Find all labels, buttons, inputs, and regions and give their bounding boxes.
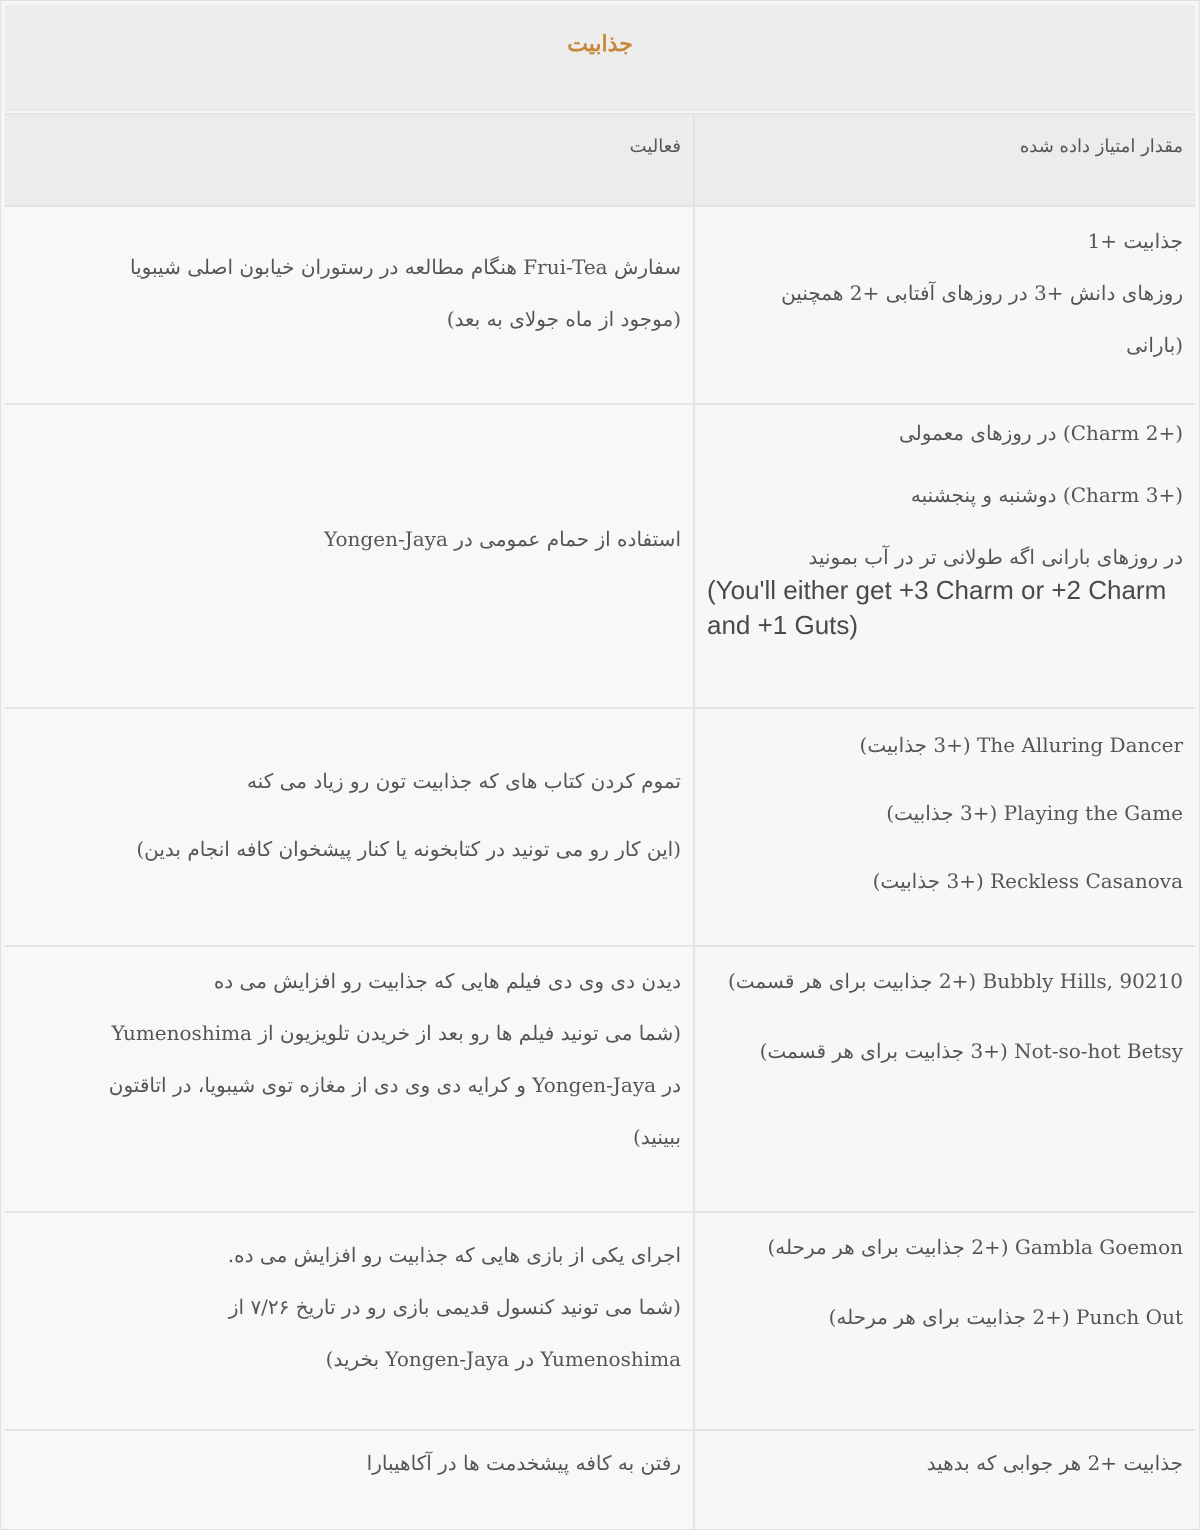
activity-line: رفتن به کافه پیشخدمت ها در آکاهیبارا (366, 1451, 681, 1475)
points-line: روزهای دانش +3 در روزهای آفتابی +2 همچنین (781, 281, 1183, 305)
points-line: Playing the Game (+3 جذابیت) (886, 801, 1183, 825)
table-title-row (5, 5, 1195, 111)
activity-line: تموم کردن کتاب های که جذابیت تون رو زیاد می کنه (246, 769, 681, 793)
activity-line: ببینید) (632, 1125, 681, 1149)
points-line: جذابیت +2 هر جوابی که بدهید (926, 1451, 1183, 1475)
activity-line: (موجود از ماه جولای به بعد) (446, 307, 681, 331)
points-line: (You'll either get +3 Charm or +2 Charm and +1 Guts) (707, 575, 1167, 641)
points-line: The Alluring Dancer (+3 جذابیت) (859, 733, 1183, 757)
table-row (5, 205, 1195, 403)
header-activity: فعالیت (5, 115, 693, 205)
activity-cell (5, 947, 693, 1211)
points-cell (693, 709, 1195, 945)
points-line: (بارانی (1126, 333, 1183, 357)
activity-line: Yumenoshima در Yongen-Jaya بخرید) (325, 1347, 681, 1371)
activity-cell (5, 709, 693, 945)
activity-line: استفاده از حمام عمومی در Yongen-Jaya (324, 527, 681, 551)
table-title: جذابیت (567, 31, 633, 57)
points-line: Not-so-hot Betsy (+3 جذابیت برای هر قسمت) (759, 1039, 1183, 1063)
table-row (5, 1211, 1195, 1429)
table-row (5, 945, 1195, 1211)
activity-cell (5, 1213, 693, 1429)
points-line: (+2 Charm) در روزهای معمولی (898, 421, 1183, 445)
points-cell (693, 1431, 1195, 1529)
activity-line: دیدن دی وی دی فیلم هایی که جذابیت رو افزایش می ده (213, 969, 681, 993)
points-line: Bubbly Hills, 90210 (+2 جذابیت برای هر قسمت) (727, 969, 1183, 993)
table-row (5, 707, 1195, 945)
activity-cell (5, 1431, 693, 1529)
points-cell (693, 1213, 1195, 1429)
points-line: در روزهای بارانی اگه طولانی تر در آب بمونید (808, 545, 1183, 569)
points-line: Gambla Goemon (+2 جذابیت برای هر مرحله) (767, 1235, 1183, 1259)
header-row (5, 113, 1195, 205)
activity-line: (شما می تونید کنسول قدیمی بازی رو در تاریخ ۷/۲۶ از (228, 1295, 681, 1319)
activity-line: (این کار رو می تونید در کتابخونه یا کنار پیشخوان کافه انجام بدین) (136, 837, 681, 861)
header-points: مقدار امتیاز داده شده (693, 115, 1195, 205)
activity-line: در Yongen-Jaya و کرایه دی وی دی از مغازه توی شیبویا، در اتاقتون (108, 1073, 681, 1097)
activity-line: اجرای یکی از بازی هایی که جذابیت رو افزایش می ده. (227, 1243, 681, 1267)
activity-cell (5, 405, 693, 707)
points-line: Punch Out (+2 جذابیت برای هر مرحله) (828, 1305, 1183, 1329)
table-row (5, 1429, 1195, 1529)
points-line: جذابیت +1 (1087, 229, 1183, 253)
table-row (5, 403, 1195, 707)
activity-line: (شما می تونید فیلم ها رو بعد از خریدن تلویزیون از Yumenoshima (111, 1021, 681, 1045)
points-cell (693, 947, 1195, 1211)
points-cell (693, 405, 1195, 707)
points-line: (+3 Charm) دوشنبه و پنجشنبه (910, 483, 1183, 507)
points-cell (693, 207, 1195, 403)
activity-line: سفارش Frui-Tea هنگام مطالعه در رستوران خیابون اصلی شیبویا (130, 255, 681, 279)
activity-cell (5, 207, 693, 403)
points-line: Reckless Casanova (+3 جذابیت) (872, 869, 1183, 893)
